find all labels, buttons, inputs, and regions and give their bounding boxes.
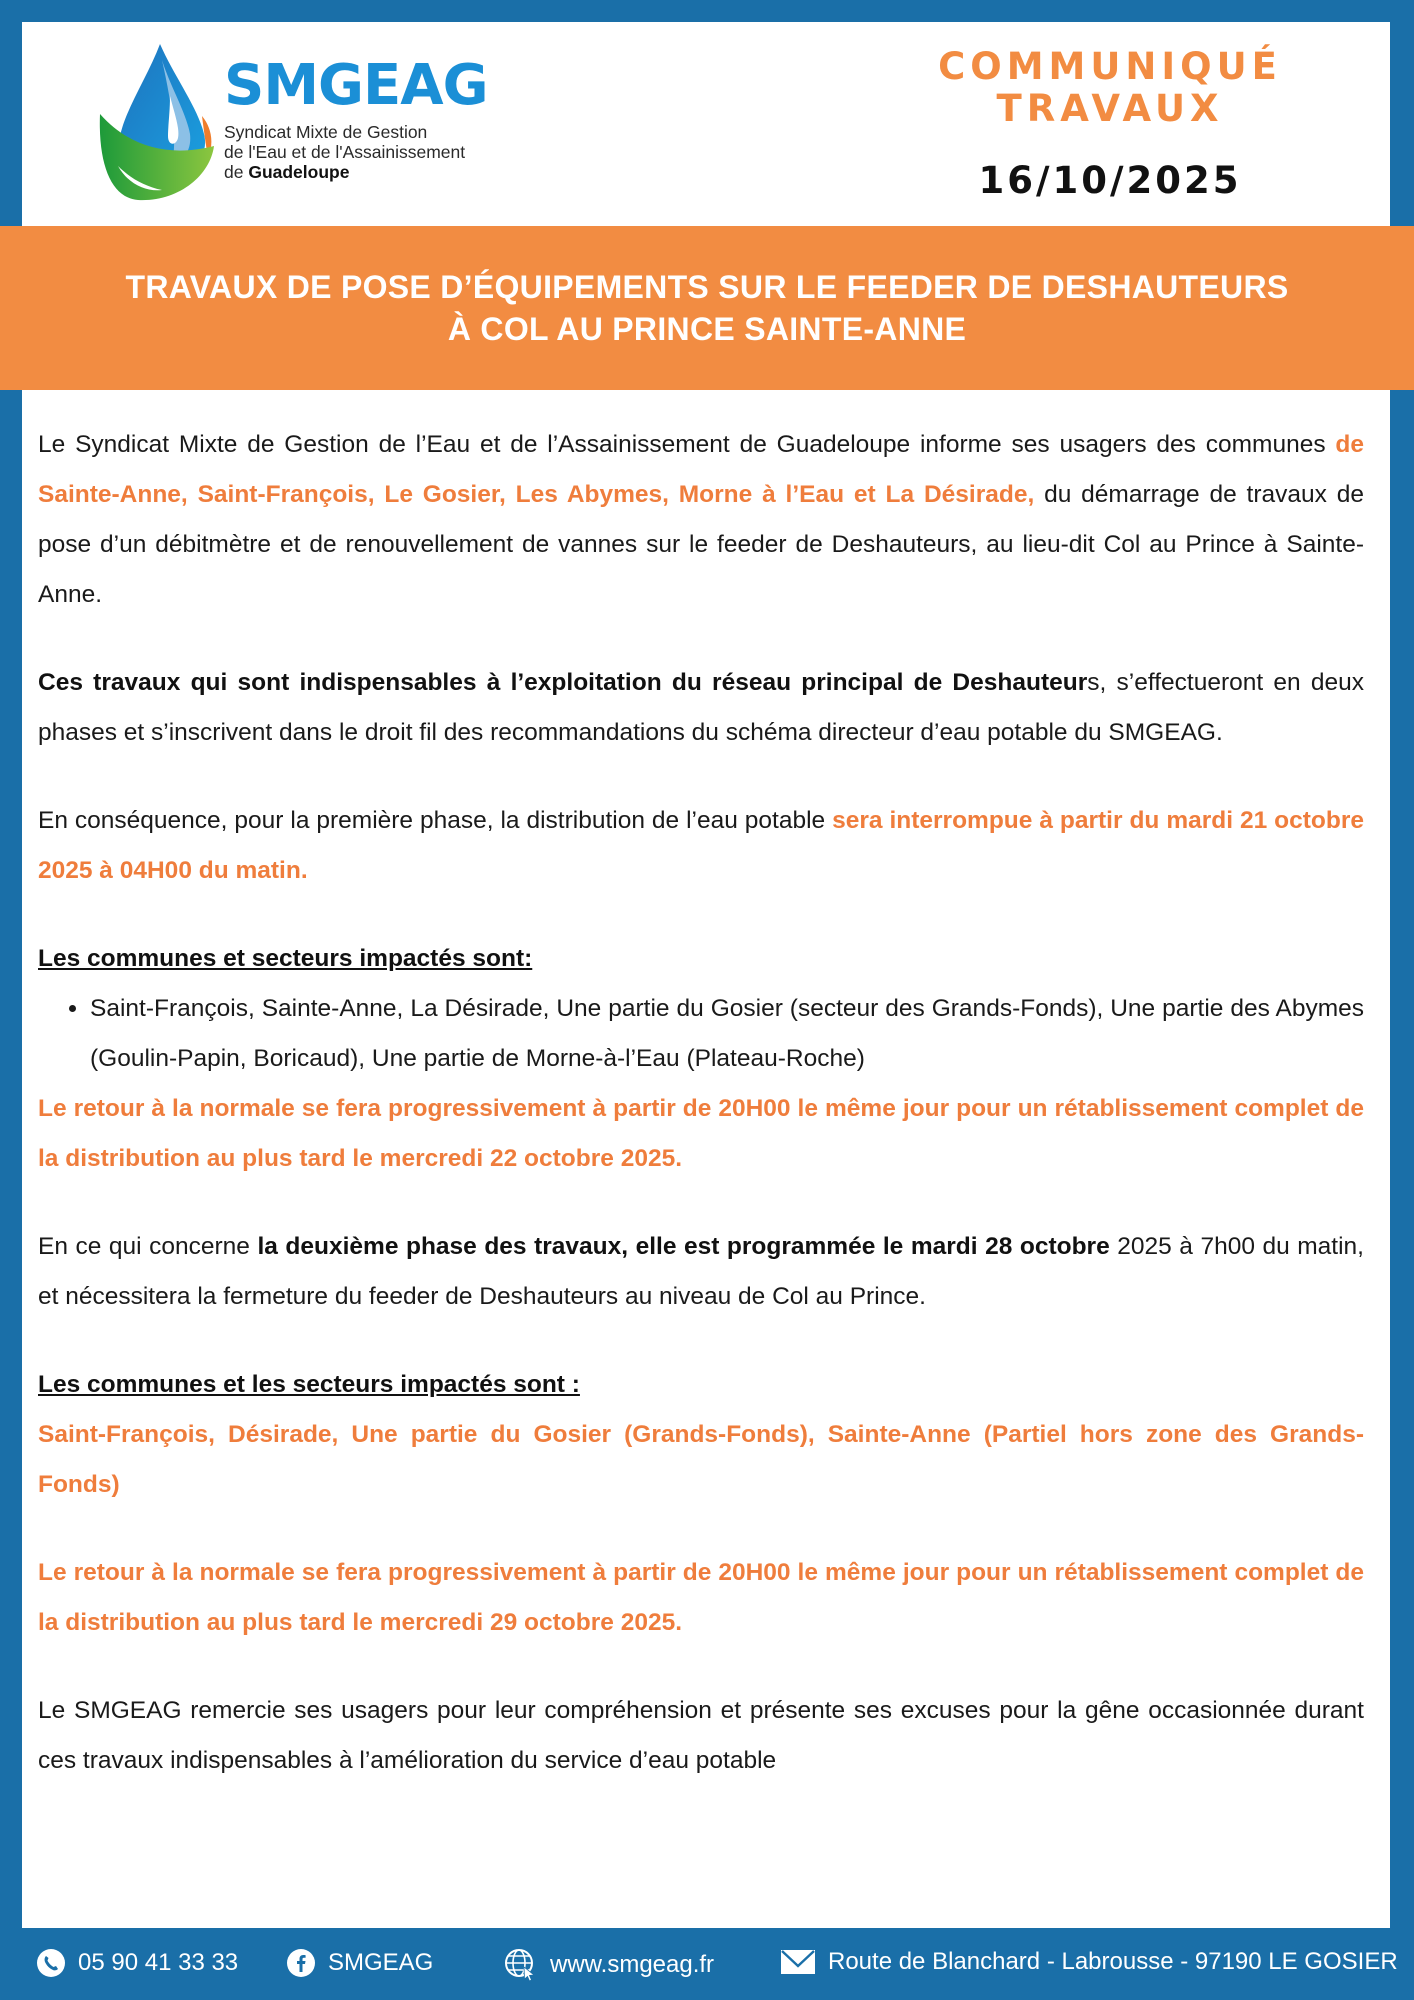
- phase2-impacted-list: Saint-François, Désirade, Une partie du Gosier (Grands-Fonds), Sainte-Anne (Partiel hors zone des Grands-Fonds): [38, 1421, 1364, 1498]
- phase1-impacted-heading: Les communes et secteurs impactés sont:: [38, 945, 533, 972]
- globe-www-icon: [504, 1948, 538, 1982]
- text: Le Syndicat Mixte de Gestion de l’Eau et de l’Assainissement de Guadeloupe informe ses usagers des communes: [38, 431, 1336, 458]
- phase2-date-bold: la deuxième phase des travaux, elle est programmée le mardi 28 octobre: [257, 1233, 1110, 1260]
- envelope-icon: [780, 1948, 816, 1976]
- facebook-icon: [286, 1948, 316, 1978]
- water-drop-leaf-logo-icon: [98, 36, 228, 206]
- communique-body: [38, 420, 1364, 1824]
- communique-title: [930, 46, 1290, 130]
- closing-paragraph: Le SMGEAG remercie ses usagers pour leur compréhension et présente ses excuses pour la gêne occasionnée durant ces travaux indispensables à l’amélioration du service d’eau potable: [38, 1697, 1364, 1774]
- document-panel: [22, 22, 1390, 1928]
- phone-number: 05 90 41 33 33: [78, 1949, 239, 1976]
- banner-title-line: TRAVAUX DE POSE D’ÉQUIPEMENTS SUR LE FEEDER DE DESHAUTEURS: [125, 269, 1289, 305]
- phase2-return-notice: Le retour à la normale se fera progressivement à partir de 20H00 le même jour pour un rétablissement complet de la distribution au plus tard le mercredi 29 octobre 2025.: [38, 1559, 1364, 1636]
- list-item: • Saint-François, Sainte-Anne, La Désirade, Une partie du Gosier (secteur des Grands-Fonds), Une partie des Abymes (Goulin-Papin, Boricaud), Une partie de Morne-à-l’Eau (Plateau-Roche): [90, 984, 1364, 1084]
- communique-line: TRAVAUX: [996, 87, 1224, 130]
- brand-subtitle-prefix: de: [224, 162, 249, 182]
- brand-subtitle-line: [224, 162, 465, 182]
- text: 2025 à 7h00 du matin, et nécessitera la fermeture du feeder de Deshauteurs au niveau de Col au Prince.: [38, 1233, 1364, 1310]
- website-link: www.smgeag.fr: [550, 1951, 715, 1978]
- banner-title: [85, 266, 1328, 350]
- title-banner: [0, 226, 1414, 390]
- brand-name: SMGEAG: [224, 53, 488, 118]
- text: En conséquence, pour la première phase, la distribution de l’eau potable: [38, 807, 833, 834]
- footer-website[interactable]: [504, 1948, 714, 1982]
- text: du démarrage de travaux de pose d’un débitmètre et de renouvellement de vannes sur le feeder de Deshauteurs, au lieu-dit Col au Prince à Sainte-Anne.: [38, 481, 1364, 608]
- banner-title-line: À COL AU PRINCE SAINTE-ANNE: [447, 311, 967, 347]
- affected-communes-highlight: de Sainte-Anne, Saint-François, Le Gosier, Les Abymes, Morne à l’Eau et La Désirade,: [38, 431, 1364, 508]
- interruption-date-highlight: sera interrompue à partir du mardi 21 octobre 2025 à 04H00 du matin.: [38, 807, 1364, 884]
- phase2-paragraph: [38, 1222, 1364, 1322]
- footer-address: [780, 1948, 1398, 1976]
- footer-phone[interactable]: [36, 1948, 238, 1978]
- phase2-impacted-heading: Les communes et les secteurs impactés sont :: [38, 1371, 580, 1398]
- communique-line: COMMUNIQUÉ: [938, 45, 1282, 88]
- communique-date: 16/10/2025: [978, 159, 1242, 202]
- purpose-paragraph: [38, 658, 1364, 758]
- brand-subtitle: [224, 122, 465, 182]
- header: [22, 22, 1390, 226]
- facebook-handle: SMGEAG: [328, 1949, 434, 1976]
- brand-subtitle-line: de l'Eau et de l'Assainissement: [224, 142, 466, 162]
- footer-facebook[interactable]: [286, 1948, 433, 1978]
- phone-icon: [36, 1948, 66, 1978]
- text: s, s’effectueront en deux phases et s’inscrivent dans le droit fil des recommandations du schéma directeur d’eau potable du SMGEAG.: [38, 669, 1365, 746]
- footer-contact-bar: [0, 1928, 1414, 2000]
- phase1-impacted-list: [38, 984, 1364, 1084]
- text: En ce qui concerne: [38, 1233, 258, 1260]
- brand-subtitle-line: Syndicat Mixte de Gestion: [224, 122, 428, 142]
- purpose-bold: Ces travaux qui sont indispensables à l’exploitation du réseau principal de Deshauteur: [38, 669, 1088, 696]
- phase1-return-notice: Le retour à la normale se fera progressivement à partir de 20H00 le même jour pour un rétablissement complet de la distribution au plus tard le mercredi 22 octobre 2025.: [38, 1095, 1364, 1172]
- phase1-paragraph: [38, 796, 1364, 896]
- brand-subtitle-region: Guadeloupe: [248, 162, 350, 182]
- postal-address: Route de Blanchard - Labrousse - 97190 LE GOSIER: [828, 1948, 1398, 1975]
- intro-paragraph: [38, 420, 1364, 620]
